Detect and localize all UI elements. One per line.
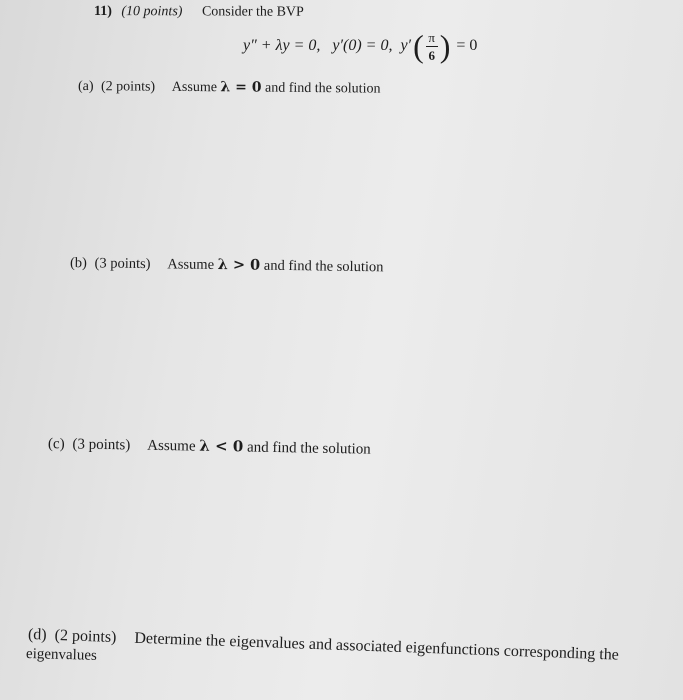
part-c-post: and find the solution [246,439,371,458]
question-intro: Consider the BVP [201,4,304,20]
part-d-tag: (d) [27,626,47,644]
equation-rhs: = 0 [456,37,478,54]
part-b-points: (3 points) [94,255,151,273]
part-d-continuation: eigenvalues [25,646,98,664]
left-paren: ( [413,28,424,64]
part-a-tag: (a) [77,79,94,95]
part-c [48,434,371,459]
part-d-text: Determine the eigenvalues and associated eigenfunctions corresponding the [134,629,620,664]
part-a-math: λ = 0 [220,79,262,96]
question-number: 11) [93,4,112,20]
part-c-tag: (c) [47,436,65,453]
part-a-points: (2 points) [100,79,156,95]
equation-bc-left: y′(0) = 0, [332,37,393,54]
part-c-math: λ < 0 [199,436,244,456]
right-paren: ) [439,28,451,64]
bvp-equation [243,30,477,62]
equation-ode: y″ + λy = 0, [243,37,321,54]
part-c-points: (3 points) [72,436,131,454]
fraction-bar [426,46,438,47]
fraction [426,31,438,62]
part-b-math: λ > 0 [217,256,261,274]
part-d-points: (2 points) [54,626,117,647]
fraction-numerator: π [428,29,435,45]
part-b-pre: Assume [167,256,215,274]
part-a-pre: Assume [171,79,218,96]
part-c-pre: Assume [147,437,196,455]
question-header [94,4,304,21]
part-b [70,254,384,276]
part-d [25,626,620,665]
part-a [78,78,381,98]
equation-bc-right: y′ [400,37,412,54]
part-a-post: and find the solution [264,80,381,97]
part-b-tag: (b) [69,255,88,272]
question-points: (10 points) [121,4,183,20]
part-b-post: and find the solution [263,257,384,276]
fraction-denominator: 6 [428,47,435,63]
